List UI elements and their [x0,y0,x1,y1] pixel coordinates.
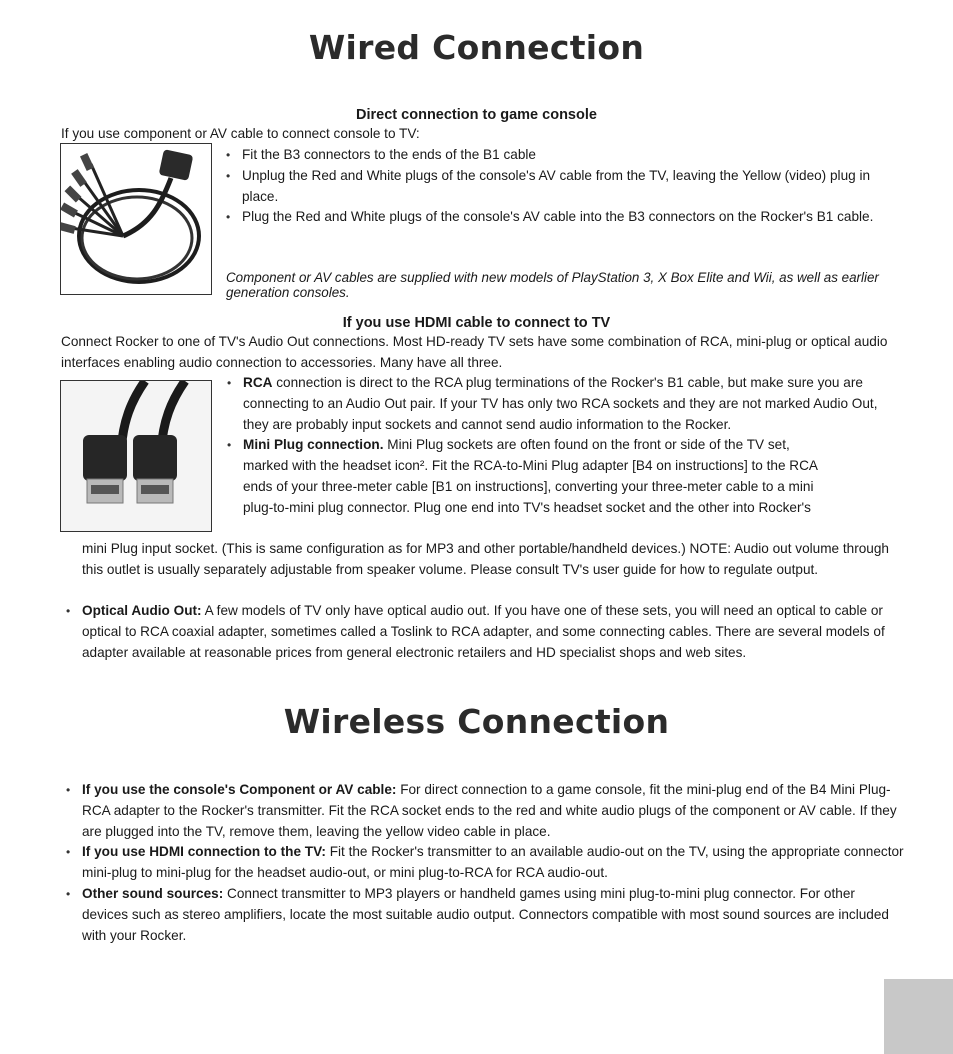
optical-text: A few models of TV only have optical audio out. If you have one of these sets, you will need an optical to cable or optical to RCA coaxial adapter, sometimes called a Toslink to RCA adapter, and some connecting cables. There are several models of adapter available at reasonable prices from general electronic retailers and HD specialist shops and web sites. [82,603,885,660]
list-item: • Fit the B3 connectors to the ends of the B1 cable [242,145,902,166]
bullet-icon: • [66,845,71,860]
bullet-icon: • [66,783,71,797]
bullet-icon: • [227,438,232,453]
mini-plug-text-line: plug-to-mini plug connector. Plug one end into TV's headset socket and the other into Rocker's [243,499,811,515]
mini-plug-label: Mini Plug connection. [243,437,384,453]
wireless-item-label: If you use HDMI connection to the TV: [82,844,326,860]
wireless-item-text: Fit the Rocker's transmitter to an available audio-out on the TV, using the appropriate connector mini-plug to mini-plug for the headset audio-out, or mini plug-to-RCA for RCA audio-out. [82,844,904,881]
direct-intro: If you use component or AV cable to connect console to TV: [61,126,420,141]
bullet-icon: • [66,886,71,901]
list-item [227,373,905,435]
list-item [227,435,905,518]
hdmi-bullet-list [227,373,905,519]
list-item [66,884,904,946]
av-cable-photo [60,143,212,295]
list-item [66,842,904,884]
list-item [66,780,904,842]
page-title-wireless: Wireless Connection [283,702,670,741]
bullet-icon: • [226,168,231,183]
hdmi-intro: Connect Rocker to one of TV's Audio Out connections. Most HD-ready TV sets have some combination of RCA, mini-plug or optical audio interfaces enabling audio connection to accessories. Many have all three. [61,334,888,370]
wireless-bullet-list [66,780,904,946]
wireless-item-text: For direct connection to a game console, fit the mini-plug end of the B4 Mini Plug-RCA adapter to the Rocker's transmitter. Fit the RCA socket ends to the red and white audio plugs of the component or AV cable. If they are plugged into the TV, remove them, leaving the yellow video cable in place. [82,782,897,839]
list-item: • Unplug the Red and White plugs of the console's AV cable from the TV, leaving the Yellow (video) plug in place. [226,167,871,204]
list-item: • Plug the Red and White plugs of the console's AV cable into the B3 connectors on the Rocker's B1 cable. [242,207,902,228]
wireless-item-text: Connect transmitter to MP3 players or handheld games using mini plug-to-mini plug connector. For other devices such as stereo amplifiers, locate the most suitable audio output. Connectors compatible with most sound sources are included with your Rocker. [82,885,889,943]
mini-plug-text-line: ends of your three-meter cable [B1 on instructions], converting your three-meter cable to a mini [243,478,814,494]
wireless-item-label: If you use the console's Component or AV cable: [82,782,397,797]
wireless-item-label: Other sound sources: [82,885,224,901]
mini-plug-text-line: Mini Plug sockets are often found on the front or side of the TV set, [383,437,790,453]
mini-plug-continued: mini Plug input socket. (This is same configuration as for MP3 and other portable/handheld devices.) NOTE: Audio out volume through this outlet is usually separately adjustable from speaker volume. Please consult TV's user guide for how to regulate output. [82,541,889,577]
rca-text: connection is direct to the RCA plug terminations of the Rocker's B1 cable, but make sure you are connecting to an Audio Out pair. If your TV has only two RCA sockets and they are not marked Audio Out, they are probably input sockets and cannot send audio information to the Rocker. [243,375,878,432]
mini-plug-text-line: marked with the headset icon². Fit the RCA-to-Mini Plug adapter [B4 on instructions] to the RCA [243,458,818,474]
bullet-icon: • [66,604,71,618]
bullet-icon: • [226,148,231,162]
hdmi-cable-photo [60,380,212,532]
rca-label: RCA [243,375,273,390]
section-heading-hdmi: If you use HDMI cable to connect to TV [342,315,611,331]
bullet-icon: • [227,376,232,390]
bullet-icon: • [226,210,231,225]
optical-label: Optical Audio Out: [82,603,202,618]
section-heading-direct: Direct connection to game console [356,107,597,123]
page-title-wired: Wired Connection [308,28,645,67]
component-cable-note: Component or AV cables are supplied with new models of PlayStation 3, X Box Elite and Wii, as well as earlier generation consoles. [226,270,879,300]
page-corner-tab [884,979,953,1054]
direct-bullet-list [226,145,902,228]
list-item [66,601,904,663]
optical-bullet-list [66,601,904,663]
